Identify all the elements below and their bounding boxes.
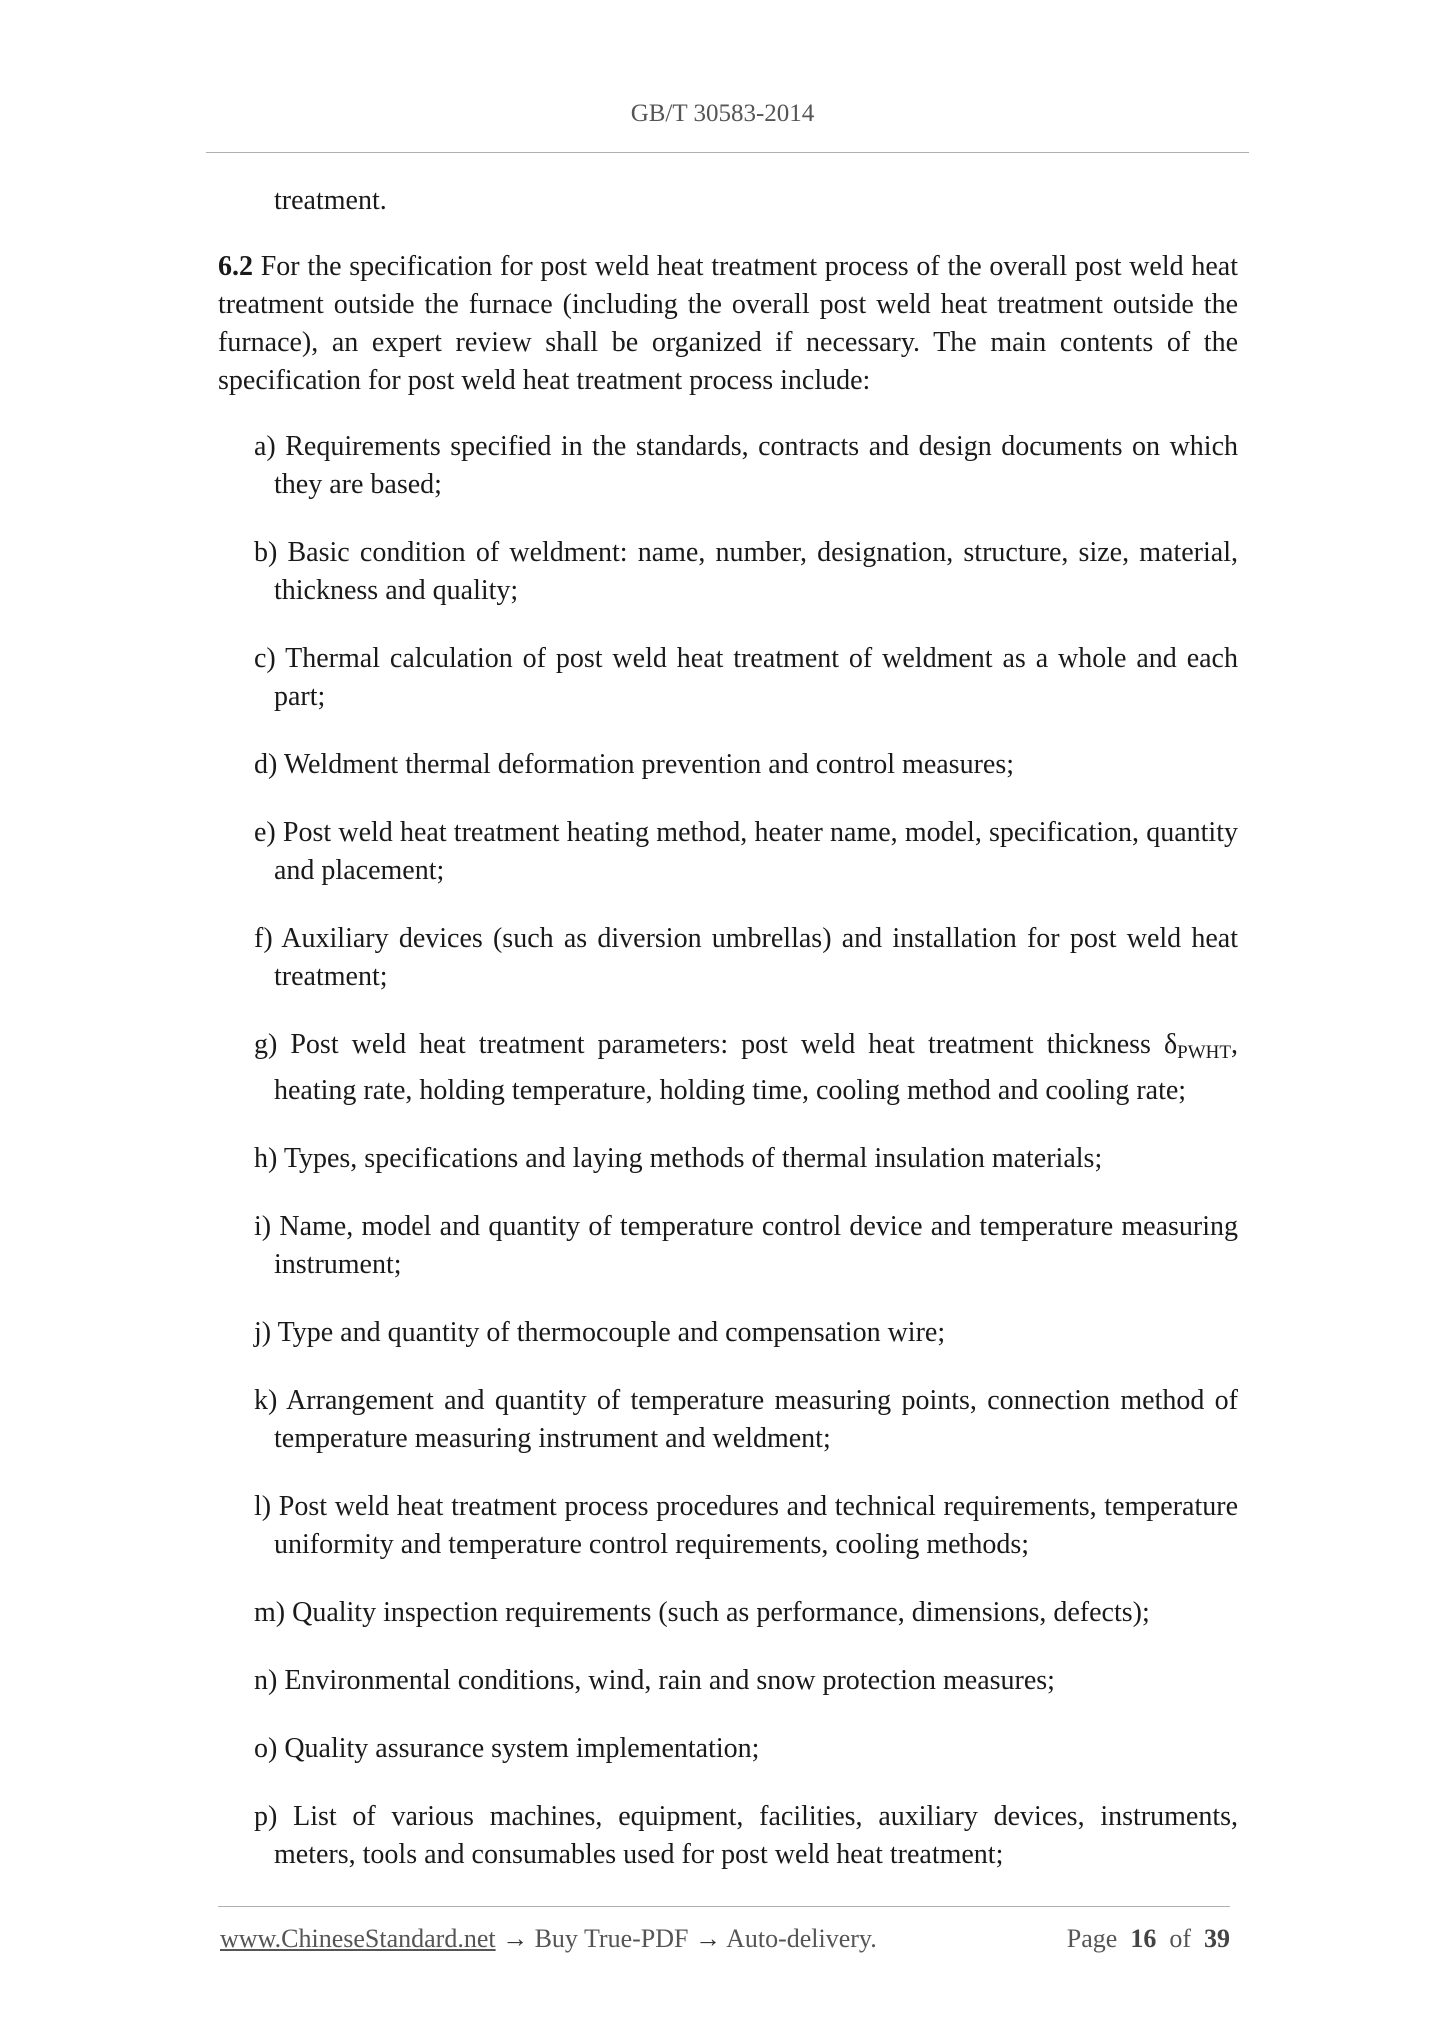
list-item-l: l) Post weld heat treatment process procedures and technical requirements, temperature uniformity and temperature control requirements, cooling methods; [254, 1491, 1238, 1560]
list-item-g-text-cont: , heating rate, holding temperature, holding time, cooling method and cooling rate; [274, 1029, 1238, 1106]
list-item-e: e) Post weld heat treatment heating method, heater name, model, specification, quantity and placement; [254, 817, 1238, 886]
list-item-f: f) Auxiliary devices (such as diversion umbrellas) and installation for post weld heat treatment; [254, 923, 1238, 992]
document-id: GB/T 30583-2014 [630, 100, 815, 127]
list-item-i: i) Name, model and quantity of temperature control device and temperature measuring instrument; [254, 1211, 1238, 1280]
list-item-c: c) Thermal calculation of post weld heat treatment of weldment as a whole and each part; [254, 643, 1238, 712]
page-indicator [1067, 1924, 1230, 1954]
page-label: Page [1066, 1924, 1118, 1953]
footer-divider [218, 1906, 1230, 1907]
content-list [218, 428, 1238, 1874]
auto-delivery-text: Auto-delivery. [726, 1924, 877, 1953]
arrow-right-icon-2: → [688, 1924, 727, 1953]
arrow-right-icon: → [495, 1924, 535, 1953]
current-page-number: 16 [1130, 1924, 1157, 1953]
header-divider [206, 152, 1249, 153]
list-item-g-text: g) Post weld heat treatment parameters: post weld heat treatment thickness δ [254, 1029, 1178, 1060]
buy-true-pdf-text: Buy True-PDF [534, 1924, 689, 1953]
website-link[interactable]: www.ChineseStandard.net [220, 1924, 496, 1953]
list-item-b: b) Basic condition of weldment: name, number, designation, structure, size, material, thickness and quality; [254, 537, 1238, 606]
list-item-p: p) List of various machines, equipment, facilities, auxiliary devices, instruments, meters, tools and consumables used for post weld heat treatment; [254, 1801, 1238, 1870]
clause-6-2 [218, 248, 1238, 400]
of-label: of [1169, 1924, 1191, 1953]
continued-text: treatment. [274, 185, 387, 216]
pwht-subscript: PWHT [1177, 1042, 1231, 1063]
footer-links [220, 1924, 877, 1954]
list-item-d: d) Weldment thermal deformation prevention and control measures; [254, 749, 1014, 780]
list-item-h: h) Types, specifications and laying methods of thermal insulation materials; [254, 1143, 1103, 1174]
total-pages-number: 39 [1204, 1924, 1230, 1953]
list-item-a: a) Requirements specified in the standards, contracts and design documents on which they are based; [254, 431, 1238, 500]
document-body [218, 182, 1238, 1904]
list-item-g [254, 1026, 1238, 1110]
list-item-m: m) Quality inspection requirements (such as performance, dimensions, defects); [254, 1597, 1150, 1628]
list-item-j: j) Type and quantity of thermocouple and compensation wire; [254, 1317, 946, 1348]
clause-text: For the specification for post weld heat treatment process of the overall post weld heat treatment outside the furnace (including the overall post weld heat treatment outside the furnace), an expert review shall be organized if necessary. The main contents of the specification for post weld heat treatment process include: [218, 251, 1238, 396]
page-header [0, 100, 1445, 128]
list-item-o: o) Quality assurance system implementation; [254, 1733, 760, 1764]
list-item-n: n) Environmental conditions, wind, rain and snow protection measures; [254, 1665, 1055, 1696]
list-item-k: k) Arrangement and quantity of temperature measuring points, connection method of temperature measuring instrument and weldment; [254, 1385, 1238, 1454]
clause-number: 6.2 [218, 251, 253, 282]
